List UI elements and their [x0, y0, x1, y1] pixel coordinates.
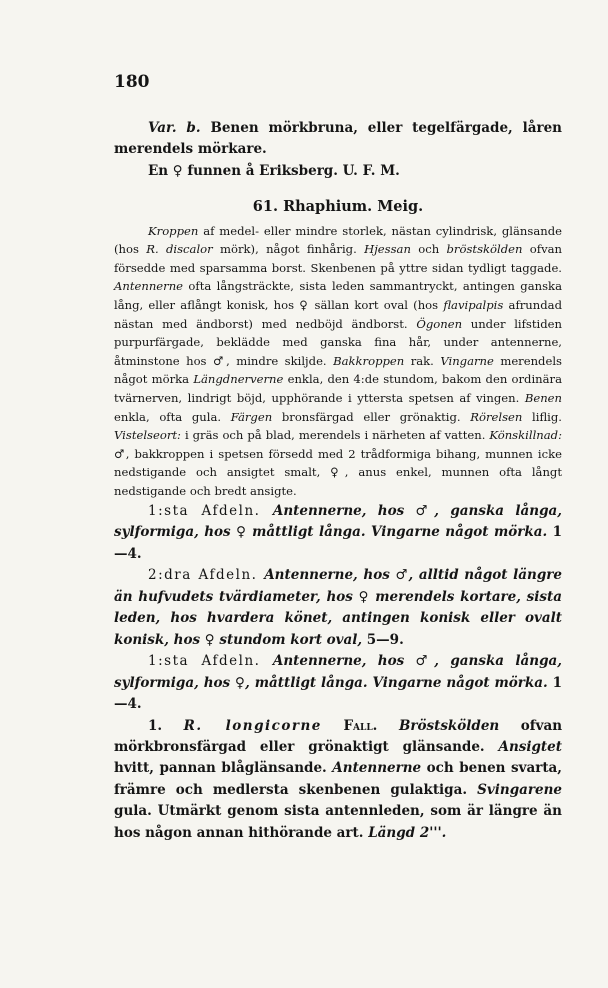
key-text: Antennerne, hos ♂, ganska långa, sylformiga, hos ♀, måttligt långa. Vingarne något mörka. [114, 653, 562, 691]
description-segment: Hjessan [364, 242, 411, 257]
description-segment: bronsfärgad eller grönaktig. [272, 409, 471, 424]
key-entry [114, 501, 562, 566]
key-range: 1—4. [114, 674, 562, 713]
page-number: 180 [114, 72, 150, 92]
species-segment: hvitt, pannan blåglänsande. [114, 760, 333, 777]
description-segment: R. discalor [146, 242, 213, 257]
description-segment: ofta långsträckte, sista leden sammantryckt, antingen ganska lång, eller aflångt konisk, hos ♀ sällan kort oval (hos [114, 279, 562, 312]
description-segment: Ögonen [416, 316, 463, 331]
description-segment: mörk), något finhårig. [212, 242, 365, 257]
description-segment: Längdnerverne [193, 372, 284, 387]
description-segment: i gräs och på blad, merendels i närheten af vatten. [180, 428, 490, 443]
key-label: 1:sta Afdeln. [148, 653, 273, 670]
species-number: 1. [148, 717, 163, 734]
description-segment: Antennerne [114, 279, 184, 294]
species-segment: Längd 2'''. [368, 824, 447, 841]
description-segment: Könskillnad: [489, 428, 562, 443]
genus-heading: 61. Rhaphium. Meig. [252, 198, 424, 216]
description-segment: af medel- eller mindre storlek, nästan cylindrisk, glänsande (hos [114, 223, 562, 257]
key-list [114, 501, 562, 716]
species-segment: Bröstskölden [398, 717, 500, 734]
description-segment: ♂, bakkroppen i spetsen försedd med 2 trådformiga bihang, munnen icke nedstigande och ansigtet smalt, ♀, anus enkel, munnen ofta långt nedstigande och bredt ansigte. [114, 446, 562, 498]
text-block [114, 118, 562, 844]
description-segment: flavipalpis [443, 298, 504, 312]
description-segment: under lifstiden purpurfärgade, beklädde med ganska fina hår, under antennerne, åtminstone hos ♂, mindre skiljde. [114, 316, 563, 368]
description-segment: Benen [524, 390, 562, 405]
locality-line: En ♀ funnen å Eriksberg. U. F. M. [148, 162, 400, 179]
variety-text: Benen mörkbruna, eller tegelfärgade, låren merendels mörkare. [114, 120, 562, 158]
genus-description [114, 222, 562, 501]
description-segment: Vingarne [440, 353, 494, 368]
key-label: 2:dra Afdeln. [148, 567, 265, 584]
variety-paragraph [114, 118, 562, 161]
species-author: Fall. [343, 717, 378, 734]
species-name: R. longicorne [183, 717, 322, 734]
description-segment: liflig. [522, 409, 562, 424]
species-segment: gula. Utmärkt genom sista antennleden, som är längre än hos någon annan hithörande art. [114, 803, 562, 841]
species-segment: ofvan mörkbronsfärgad eller grönaktigt glänsande. [114, 717, 563, 755]
key-label: 1:sta Afdeln. [148, 502, 273, 519]
key-range: 1—4. [114, 524, 562, 562]
description-segment: Färgen [230, 409, 273, 424]
description-segment: Rörelsen [470, 409, 523, 424]
description-segment: enkla, den 4:de stundom, bakom den ordinära tvärnerven, lindrigt böjd, upphörande i yttersta spetsen af vingen. [114, 372, 562, 405]
description-segment: Vistelseort: [114, 428, 181, 443]
description-segment: bröstskölden [446, 242, 523, 257]
description-segment: och [410, 242, 447, 257]
species-description [114, 718, 562, 841]
species-paragraph [114, 716, 562, 844]
description-segment: Kroppen [148, 223, 199, 238]
species-segment: Svingarene [477, 781, 562, 798]
description-segment: rak. [404, 353, 441, 368]
species-segment: Antennerne [332, 760, 422, 777]
key-entry [114, 651, 562, 716]
description-segment: afrundad nästan med ändborst) med nedböjd ändborst. [114, 298, 562, 331]
key-range: 5—9. [366, 631, 404, 648]
description-segment: Bakkroppen [333, 353, 405, 368]
description-segment: enkla, ofta gula. [114, 409, 231, 424]
key-text: Antennerne, hos ♂, ganska långa, sylformiga, hos ♀ måttligt långa. Vingarne något mörka. [114, 502, 562, 541]
species-segment: Ansigtet [498, 738, 562, 755]
variety-label: Var. b. [148, 120, 201, 136]
key-text: Antennerne, hos ♂, alltid något längre än hufvudets tvärdiameter, hos ♀ merendels kortare, sista leden, hos hvardera könet, antingen konisk eller ovalt konisk, hos ♀ stundom kort oval, [114, 567, 563, 648]
species-segment: och benen svarta, främre och medlersta skenbenen gulaktiga. [114, 760, 563, 798]
description-segment: ofvan försedde med sparsamma borst. Skenbenen på yttre sidan tydligt taggade. [114, 242, 562, 275]
key-entry [114, 565, 562, 651]
description-segment: merendels något mörka [114, 353, 562, 387]
